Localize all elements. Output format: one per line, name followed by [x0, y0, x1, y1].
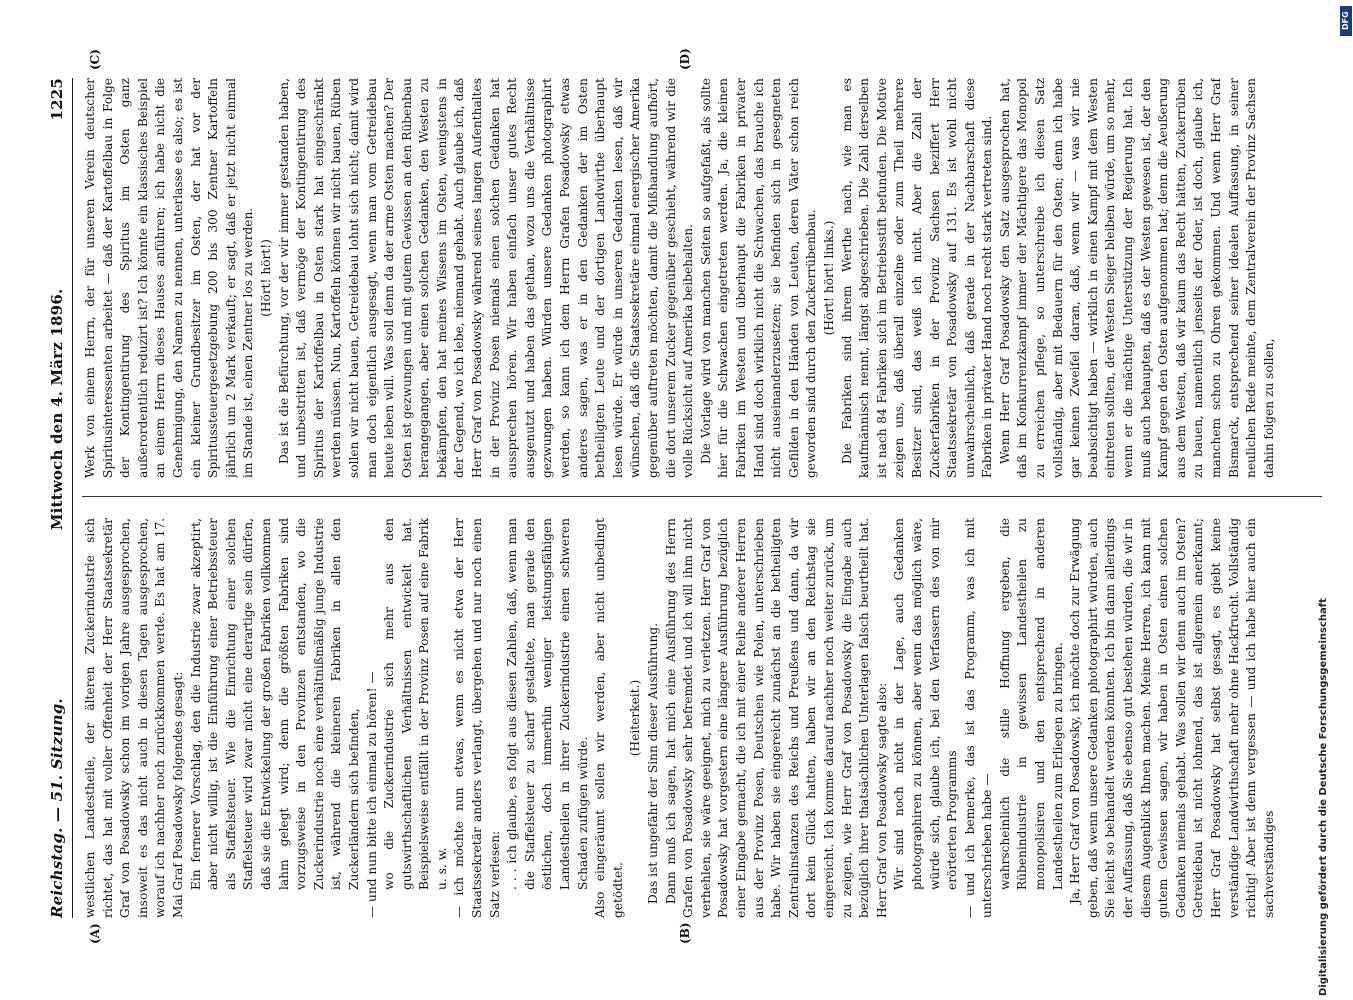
audience-reaction: (Hört! hört!) — [258, 239, 273, 317]
paragraph: Die Fabriken sind ihrem Werthe nach, wie man es kaufmännisch nennt, längst abgeschrieben. Die Zahl derselben ist nach 84 Fabriken sich im Betriebsstift befunden. Die Motive zeigen uns, daß überall einzelne oder zum Theil mehrere Besitzer sind, das weiß ich nicht. Aber die Zahl der Zuckerfabriken in der Provinz Sachsen beziffert Herr Staatssekretär von Posadowsky auf 131. Es ist wohl nicht unwahrscheinlich, daß gerade in der Nachbarschaft diese Fabriken in privater Hand noch recht stark vertreten sind. — [839, 78, 995, 478]
margin-marker-d: (D) — [678, 48, 692, 70]
paragraph: Das ist ungefähr der Sinn dieser Ausführung. — [646, 622, 660, 904]
header-rule — [72, 78, 73, 918]
digitization-credit — [1310, 6, 1350, 996]
left-column — [82, 518, 1322, 918]
paragraph: Also eingeräumt sollen wir werden, aber nicht unbedingt getödtet. — [593, 518, 625, 918]
header-date: Mittwoch den 4. März 1896. — [48, 288, 66, 531]
audience-reaction: (Hört! hört! links.) — [821, 220, 836, 336]
quote-paragraph: wo die Zuckerindustrie sich mehr aus den gutswirthschaftlichen Verhältnissen entwickelt hat. Beispielsweise entfällt in der Provinz Posen auf eine Fabrik u. s. w. — [382, 518, 449, 890]
page-content — [38, 48, 1338, 948]
newspaper-page — [38, 48, 1338, 948]
paragraph: — ich möchte nun etwas, wenn es nicht etwa der Herr Staatssekretär anders verlangt, übergehen und nur noch einen Satz verlesen: — [452, 518, 502, 918]
column-divider — [82, 496, 1322, 497]
paragraph: Die Vorlage wird von manchen Seiten so aufgefaßt, als sollte hier für die Schwachen eingetreten werden. Ja, die kleinen Fabriken im Westen und überhaupt die Fabriken in privater Hand sind doch wirklich nicht die Schwachen, das brauche ich nicht auseinanderzusetzen; sie befinden sich in gesegneten Gefilden in den Händen von Leuten, deren Väter schon reich geworden sind durch den Zuckerrübenbau. — [698, 78, 819, 478]
paragraph: Dann muß ich sagen, hat mich eine Ausführung des Herrn Grafen von Posadowsky sehr befremdet und ich will ihm nicht verhehlen, sie wäre geeignet, mich zu verletzen. Herr Graf von Posadowsky hat vorgestern eine längere Ausführung bezüglich einer Eingabe gemacht, die ich mit einer Reihe anderer Herren aus der Provinz Posen, Deutschen wie Polen, unterschrieben habe. Wir haben sie eingereicht zunächst an die betheiligten Zentralinstanzen des Reichs und Preußens und dann, da wir dort kein Glück hatten, haben wir an den Reichstag sie eingereicht. Ich komme darauf nachher noch weiter zurück, um zu zeigen, wie Herr Graf von Posadowsky die Eingabe auch bezüglich ihrer thatsächlichen Unterlagen falsch beurtheilt hat. Herr Graf von Posadowsky sagte also: — [663, 518, 889, 918]
page-header — [38, 78, 66, 918]
quote-paragraph: . . . ich glaube, es folgt aus diesen Zahlen, daß, wenn man die Staffelsteuer zu scharf gestaltete, man gerade den östlichen, doch immerhin weniger leistungsfähigen Landestheilen in ihrer Zuckerindustrie einen schweren Schaden zufügen würde. — [505, 518, 590, 890]
dfg-logo: DFG — [1340, 6, 1352, 36]
paragraph: westlichen Landestheile, der älteren Zuckerindustrie sich richtet, das hat mit voller Offenheit der Herr Staatssekretär Graf von Posadowsky schon im vorigen Jahre ausgesprochen, insoweit es das nicht auch in diesen Tagen ausgesprochen, worauf ich nachher noch zurückkommen werde. Es hat am 17. Mai Graf Posadowsky folgendes gesagt: — [83, 518, 185, 918]
paragraph: Werk von einem Herrn, der für unseren Verein deutscher Spiritusinteressenten arbeitet — daß der Kartoffelbau in Folge der Kontingentirung des Spiritus im Osten ganz außerordentlich reduzirt ist? Ich könnte ein klassisches Beispiel an einem Herrn dieses Hauses anführen; ich habe nicht die Genehmigung, den Namen zu nennen, unterlasse es also; es ist ein kleiner Grundbesitzer im Osten, der hat vor der Spiritussteuergesetzgebung 200 bis 300 Zentner Kartoffeln jährlich um 2 Mark verkauft; er sagt, daß er jetzt nicht einmal im Stande ist, einen Zentner los zu werden. — [83, 78, 256, 478]
quote-paragraph: Wir sind noch nicht in der Lage, auch Gedanken photographiren zu können, aber wenn das möglich wäre, würde sich, glaube ich, bei den Verfassern des von mir erörterten Programms — [892, 518, 960, 890]
paragraph: Wenn Herr Graf Posadowsky den Satz ausgesprochen hat, daß im Konkurrenzkampf immer der Mächtigere das Monopol zu erreichen pflege, so unterschreibe ich diesen Satz vollständig, aber mit Bedauern für den Osten; denn ich habe gar keinen Zweifel daran, daß, wenn wir — was wir nie beabsichtigt haben — wirklich in einen Kampf mit dem Westen eintreten sollten, der Westen Sieger bleiben würde, um so mehr, wenn er die mächtige Unterstützung der Regierung hat. Ich muß auch behaupten, daß es der Westen gewesen ist, der den Kampf gegen den Osten aufgenommen hat; denn die Aeußerung aus dem Westen, daß wir kaum das Recht hätten, Zuckerrüben zu bauen, namentlich jenseits der Oder, ist doch, glaube ich, manchem schon zu Ohren gekommen. Und wenn Herr Graf Bismarck, entsprechend seiner idealen Auffassung, in seiner neulichen Rede meinte, dem Zentralverein der Provinz Sachsen dahin folgen zu sollen, — [997, 78, 1276, 478]
paragraph: Ja, Herr Graf von Posadowsky, ich möchte doch zur Erwägung geben, daß wenn unsere Gedanken photographirt würden, auch Sie leicht so behandelt werden könnten. Ich bin dann allerdings der Auffassung, daß Sie ebenso gut bestehen würden, die wir in diesem Augenblick Ihnen machen. Meine Herren, ich kann mit gutem Gewissen sagen, wir haben in Osten einen solchen Gedanken niemals gehabt. Was sollen wir denn auch im Osten? Getreidebau ist nicht lohnend, das ist allgemein anerkannt; Herr Graf Posadowsky hat selbst gesagt, es giebt keine verständige Landwirthschaft mehr ohne Hackfrucht. Vollständig richtig! Aber ist denn vergessen — und ich habe hier auch ein sachverständiges — [1068, 518, 1276, 918]
interjection: — und ich bemerke, das ist das Programm, was ich mit unterschrieben habe — — [962, 518, 995, 918]
margin-marker-c: (C) — [88, 49, 102, 70]
right-column — [82, 78, 1322, 478]
page-number: 1225 — [48, 78, 66, 121]
header-session: Reichstag. — 51. Sitzung. — [48, 698, 66, 918]
audience-reaction: (Heiterkeit.) — [628, 679, 643, 757]
paragraph: Das ist die Befürchtung, vor der wir immer gestanden haben, und unbestritten ist, daß vermöge der Kontingentirung des Spiritus der Kartoffelbau in Osten stark hat eingeschränkt werden müssen. Nun, Kartoffeln können wir nicht bauen, Rüben sollen wir nicht bauen, Getreidebau lohnt sich nicht; damit wird man doch eigentlich ausgesagt, wenn man vom Getreidebau heute leben will. Was soll denn da der arme Osten machen? Der Osten ist gezwungen und mit gutem Gewissen an den Rübenbau herangegangen, aber einen solchen Gedanken, den Westen zu bekämpfen, den hat meines Wissens im Osten, wenigstens in der Gegend, wo ich lebe, niemand gehabt. Auch glaube ich, daß Herr Graf von Posadowsky während seines langen Aufenthaltes in der Provinz Posen niemals einen solchen Gedanken hat aussprechen hören. Wir haben einfach unser gutes Recht ausgenutzt und haben das gethan, wozu uns die Verhältnisse gezwungen haben. Würden unsere Gedanken photographirt werden, so kann ich dem Herrn Grafen Posadowsky etwas anderes sagen, was er in den Gedanken der im Osten betheiligten Leute und der dortigen Landwirthe überhaupt lesen würde. Er würde in unseren Gedanken lesen, daß wir wünschen, daß die Staatssekretäre einmal energischer Amerika gegenüber auftreten möchten, damit die Mißhandlung aufhört, die dort unserem Zucker gegenüber geschieht, während wir die volle Rücksicht auf Amerika beibehalten. — [276, 78, 696, 478]
margin-marker-b: (B) — [678, 922, 692, 944]
margin-marker-a: (A) — [88, 923, 102, 944]
quote-paragraph: wahrscheinlich die stille Hoffnung ergeben, die Rübenindustrie in gewissen Landestheilen zu monopolisiren und den entsprechend in anderen Landestheilen zum Erliegen zu bringen. — [997, 518, 1065, 890]
interjection: — und nun bitte ich einmal zu hören! — — [364, 671, 379, 918]
credit-text: Digitalisierung gefördert durch die Deutsche Forschungsgemeinschaft — [1318, 598, 1329, 996]
quote-paragraph: Ein fernerer Vorschlag, den die Industrie zwar akzeptirt, aber nicht willig, ist die Einführung einer Betriebssteuer als Staffelsteuer. Wie die Einrichtung einer solchen Staffelsteuer wird zwar nicht eine derartige sein dürfen, daß sie die Entwickelung der großen Fabriken vollkommen lahm gelegt wird; denn die größten Fabriken sind vorzugsweise in den Provinzen entstanden, wo die Zuckerindustrie noch eine verhältnißmäßig junge Industrie ist, während die kleineren Fabriken in allen den Zuckerländern sich befinden, — [188, 518, 361, 890]
